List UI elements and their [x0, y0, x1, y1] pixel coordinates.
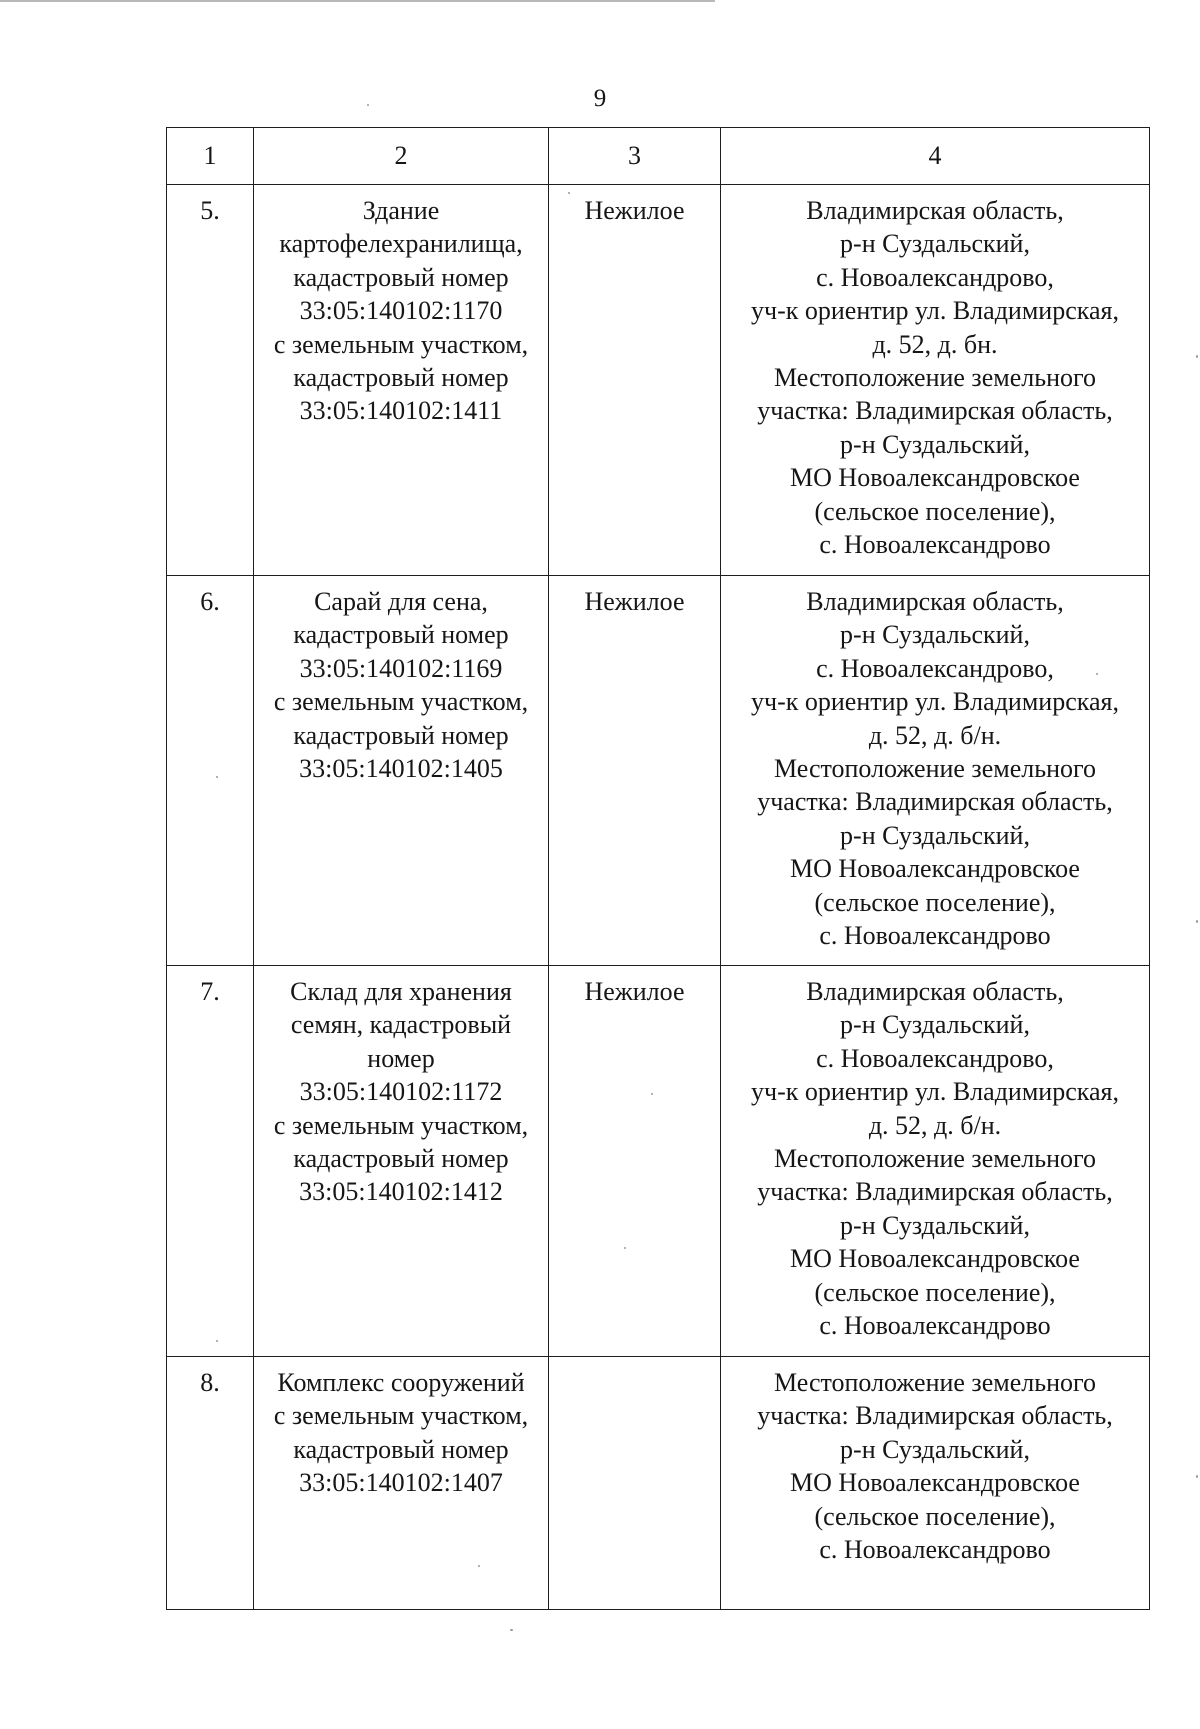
row-number-cell: 6. [167, 576, 254, 966]
cell-text-line: р-н Суздальский, [840, 229, 1030, 259]
table-row [167, 576, 1150, 966]
cell-text-line: р-н Суздальский, [840, 1434, 1030, 1464]
page-number: 9 [593, 85, 607, 112]
scan-speck [216, 776, 218, 778]
cell-text-line: с. Новоалександрово, [816, 262, 1054, 292]
cell-text-line: Владимирская область, [806, 587, 1064, 616]
object-description-cell [254, 576, 549, 966]
scan-speck [568, 192, 570, 194]
column-header-type: 3 [549, 128, 721, 185]
scan-edge-line [0, 0, 715, 2]
scan-speck [1096, 673, 1098, 675]
cell-text-line: уч-к ориентир ул. Владимирская, [751, 1077, 1119, 1107]
cell-text-line: (сельское поселение), [814, 1501, 1056, 1531]
cell-text-line: с. Новоалександрово [819, 530, 1051, 560]
table-header-row [167, 128, 1150, 185]
cell-text-line: р-н Суздальский, [840, 1210, 1030, 1240]
object-type-cell: Нежилое [549, 966, 721, 1357]
cell-text-line: МО Новоалександровское [790, 463, 1080, 493]
cell-text-line: (сельское поселение), [814, 1277, 1056, 1307]
scan-speck [216, 1340, 218, 1342]
cell-text-line: участка: Владимирская область, [757, 787, 1113, 817]
table-row [167, 1357, 1150, 1610]
cell-text-line: р-н Суздальский, [840, 820, 1030, 850]
cell-text-line: с. Новоалександрово, [816, 653, 1054, 683]
cell-text-line: с земельным участком, [273, 687, 529, 717]
scan-speck [478, 1565, 480, 1567]
cell-text-line: д. 52, д. б/н. [868, 720, 1002, 750]
cell-text-line: д. 52, д. б/н. [868, 1110, 1002, 1140]
column-header-object: 2 [254, 128, 549, 185]
cell-text-line: кадастровый номер [293, 620, 509, 650]
object-description-cell [254, 966, 549, 1357]
cell-text-line: с земельным участком, [273, 329, 529, 359]
cell-text-line: Сарай для сена, [314, 587, 488, 616]
address-cell [721, 966, 1150, 1357]
object-type-cell: Нежилое [549, 185, 721, 576]
row-number-cell: 7. [167, 966, 254, 1357]
table-row [167, 185, 1150, 576]
cell-text-line: Местоположение земельного [773, 363, 1097, 393]
row-number-cell: 8. [167, 1357, 254, 1610]
cell-text-line: кадастровый номер [293, 262, 509, 292]
cell-text-line: Комплекс сооружений [277, 1368, 525, 1397]
cell-text-line: уч-к ориентир ул. Владимирская, [751, 687, 1119, 717]
cell-text-line: 33:05:140102:1411 [299, 396, 503, 426]
cell-text-line: р-н Суздальский, [840, 620, 1030, 650]
cell-text-line: 33:05:140102:1172 [299, 1077, 503, 1107]
cell-text-line: р-н Суздальский, [840, 1010, 1030, 1040]
cell-text-line: МО Новоалександровское [790, 1468, 1080, 1498]
cell-text-line: МО Новоалександровское [790, 1244, 1080, 1274]
cell-text-line: Здание [362, 196, 440, 225]
scan-speck [367, 104, 369, 106]
cell-text-line: Склад для хранения [290, 977, 512, 1006]
cell-text-line: Местоположение земельного [773, 754, 1097, 784]
cell-text-line: МО Новоалександровское [790, 854, 1080, 884]
scan-speck [1196, 920, 1198, 923]
cell-text-line: д. 52, д. бн. [872, 329, 998, 359]
object-type-cell: Нежилое [549, 576, 721, 966]
cell-text-line: с земельным участком, [273, 1401, 529, 1431]
cell-text-line: кадастровый номер [293, 720, 509, 750]
object-type-cell [549, 1357, 721, 1610]
cell-text-line: Местоположение земельного [773, 1368, 1097, 1397]
cell-text-line: Владимирская область, [806, 196, 1064, 225]
column-header-address: 4 [721, 128, 1150, 185]
address-cell [721, 185, 1150, 576]
cell-text-line: с. Новоалександрово [819, 1535, 1051, 1565]
cell-text-line: кадастровый номер [293, 1144, 509, 1174]
cell-text-line: с. Новоалександрово [819, 1311, 1051, 1341]
scan-speck [1196, 355, 1198, 358]
cell-text-line: 33:05:140102:1407 [299, 1468, 503, 1498]
scan-speck [624, 1247, 626, 1249]
cell-text-line: 33:05:140102:1170 [299, 296, 503, 326]
scan-speck [651, 1093, 653, 1095]
cell-text-line: (сельское поселение), [814, 496, 1056, 526]
address-cell [721, 1357, 1150, 1610]
cell-text-line: участка: Владимирская область, [757, 396, 1113, 426]
cell-text-line: участка: Владимирская область, [757, 1401, 1113, 1431]
cell-text-line: с земельным участком, [273, 1110, 529, 1140]
address-cell [721, 576, 1150, 966]
cell-text-line: кадастровый номер [293, 1434, 509, 1464]
property-registry-table [166, 127, 1150, 1610]
cell-text-line: кадастровый номер [293, 363, 509, 393]
row-number-cell: 5. [167, 185, 254, 576]
object-description-cell [254, 185, 549, 576]
cell-text-line: Владимирская область, [806, 977, 1064, 1006]
cell-text-line: с. Новоалександрово, [816, 1043, 1054, 1073]
cell-text-line: с. Новоалександрово [819, 921, 1051, 951]
cell-text-line: участка: Владимирская область, [757, 1177, 1113, 1207]
scan-speck [1196, 1475, 1198, 1478]
scan-speck [510, 1629, 513, 1631]
cell-text-line: р-н Суздальский, [840, 429, 1030, 459]
cell-text-line: картофелехранилища, [279, 229, 523, 259]
cell-text-line: (сельское поселение), [814, 887, 1056, 917]
cell-text-line: семян, кадастровый [290, 1010, 512, 1040]
cell-text-line: 33:05:140102:1412 [299, 1177, 503, 1207]
column-header-number: 1 [167, 128, 254, 185]
cell-text-line: уч-к ориентир ул. Владимирская, [751, 296, 1119, 326]
object-description-cell [254, 1357, 549, 1610]
cell-text-line: Местоположение земельного [773, 1144, 1097, 1174]
cell-text-line: 33:05:140102:1405 [299, 754, 503, 784]
table-row [167, 966, 1150, 1357]
cell-text-line: 33:05:140102:1169 [299, 653, 503, 683]
cell-text-line: номер [367, 1043, 435, 1073]
